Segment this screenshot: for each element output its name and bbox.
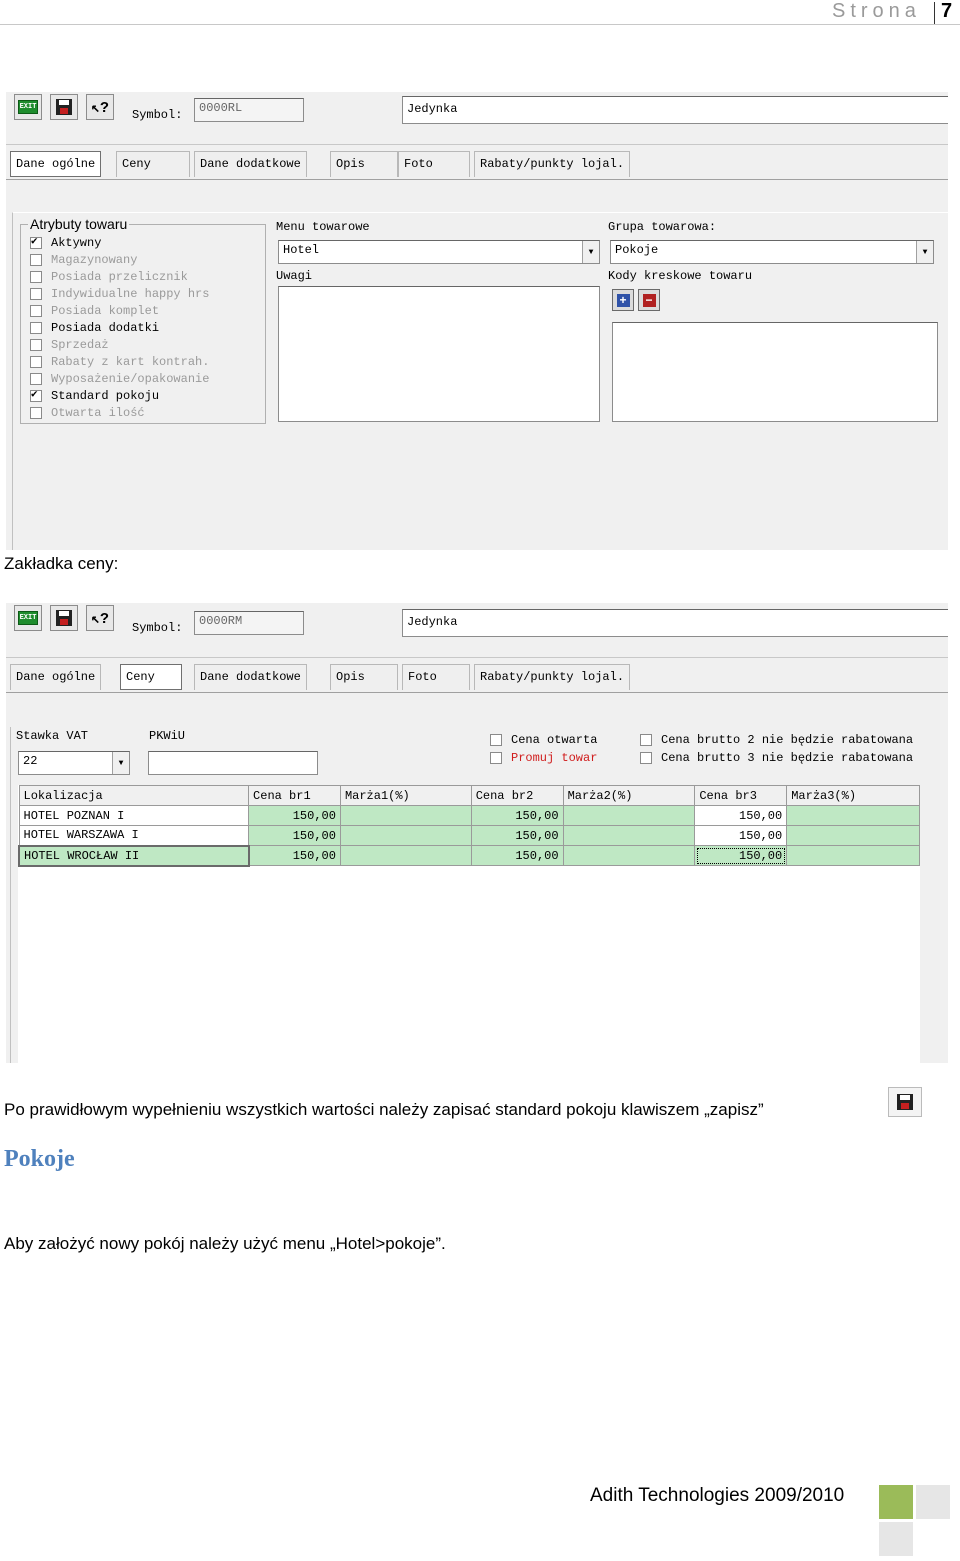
- checkbox[interactable]: [30, 356, 42, 368]
- chevron-down-icon[interactable]: ▼: [916, 241, 933, 263]
- kody-kreskowe-label: Kody kreskowe towaru: [608, 269, 753, 283]
- remove-barcode-button[interactable]: [638, 289, 660, 311]
- tab-bar: [6, 144, 948, 180]
- symbol-label: Symbol:: [132, 108, 183, 122]
- uwagi-label: Uwagi: [276, 269, 313, 283]
- screenshot-ceny: [6, 603, 948, 1063]
- col-header-marza1[interactable]: Marża1(%): [340, 786, 471, 806]
- grupa-towarowa-select[interactable]: Pokoje ▼: [610, 240, 934, 264]
- plus-icon: +: [617, 294, 630, 307]
- uwagi-textarea[interactable]: [278, 286, 600, 422]
- screenshot-dane-ogolne: [6, 92, 948, 550]
- cell-cena-br3[interactable]: 150,00: [695, 806, 787, 826]
- tab-dane-ogolne[interactable]: Dane ogólne: [10, 664, 101, 690]
- table-row-selected[interactable]: [19, 846, 920, 866]
- help-button[interactable]: [86, 94, 114, 120]
- cell-marza2[interactable]: [563, 806, 695, 826]
- save-disk-icon: [56, 610, 72, 626]
- tab-ceny[interactable]: Ceny: [116, 151, 190, 177]
- paragraph-save: Po prawidłowym wypełnieniu wszystkich wartości należy zapisać standard pokoju klawiszem „zapisz”: [4, 1100, 764, 1119]
- attr-posiada-przelicznik[interactable]: Posiada przelicznik: [30, 268, 188, 285]
- grid-header-row: [19, 786, 920, 806]
- col-header-cena-br2[interactable]: Cena br2: [471, 786, 563, 806]
- cell-marza2[interactable]: [563, 846, 695, 866]
- tab-ceny[interactable]: Ceny: [120, 664, 182, 690]
- tab-rabaty[interactable]: Rabaty/punkty lojal.: [474, 151, 630, 177]
- col-header-lokalizacja[interactable]: Lokalizacja: [19, 786, 249, 806]
- checkbox[interactable]: [30, 271, 42, 283]
- cell-lokalizacja[interactable]: HOTEL POZNAN I: [19, 806, 249, 826]
- caption-ceny: Zakładka ceny:: [4, 554, 119, 573]
- checkbox[interactable]: [490, 752, 502, 764]
- cell-cena-br1[interactable]: 150,00: [249, 806, 341, 826]
- checkbox[interactable]: [490, 734, 502, 746]
- page-number: 7: [941, 0, 953, 22]
- add-barcode-button[interactable]: [612, 289, 634, 311]
- price-grid: [18, 785, 920, 867]
- attr-posiada-komplet[interactable]: Posiada komplet: [30, 302, 159, 319]
- attr-posiada-dodatki[interactable]: Posiada dodatki: [30, 319, 159, 336]
- cell-marza1[interactable]: [340, 806, 471, 826]
- checkbox[interactable]: [30, 322, 42, 334]
- vat-label: Stawka VAT: [16, 729, 89, 743]
- symbol-label: Symbol:: [132, 621, 183, 635]
- chevron-down-icon[interactable]: ▼: [582, 241, 599, 263]
- footer-square-green: [879, 1485, 913, 1519]
- footer-square-gray-right: [916, 1485, 950, 1519]
- minus-icon: −: [643, 294, 656, 307]
- exit-icon: EXIT: [18, 100, 38, 114]
- exit-button[interactable]: [14, 605, 42, 631]
- cell-cena-br3[interactable]: 150,00: [695, 826, 787, 846]
- symbol-field[interactable]: 0000RM: [194, 611, 304, 635]
- save-button[interactable]: [50, 605, 78, 631]
- checkbox[interactable]: [640, 752, 652, 764]
- checkbox[interactable]: [30, 237, 42, 249]
- tab-foto[interactable]: Foto: [402, 664, 470, 690]
- tab-bar: [6, 657, 948, 693]
- attr-rabaty-kart[interactable]: Rabaty z kart kontrah.: [30, 353, 209, 370]
- exit-button[interactable]: [14, 94, 42, 120]
- pkwiu-field[interactable]: [148, 751, 318, 775]
- attributes-title: Atrybuty towaru: [30, 216, 128, 232]
- paragraph-new-room: Aby założyć nowy pokój należy użyć menu „Hotel>pokoje”.: [4, 1234, 446, 1253]
- cell-marza1[interactable]: [340, 846, 471, 866]
- opt-cena-brutto-3[interactable]: Cena brutto 3 nie będzie rabatowana: [640, 749, 913, 766]
- tab-rabaty[interactable]: Rabaty/punkty lojal.: [474, 664, 630, 690]
- help-icon: ↖?: [90, 610, 110, 628]
- cell-lokalizacja[interactable]: HOTEL WARSZAWA I: [19, 826, 249, 846]
- tab-dane-ogolne[interactable]: Dane ogólne: [10, 151, 101, 177]
- cell-marza3[interactable]: [787, 846, 920, 866]
- help-icon: ↖?: [90, 99, 110, 117]
- cell-cena-br3[interactable]: 150,00: [695, 846, 787, 866]
- header-rule: [0, 24, 960, 25]
- checkbox[interactable]: [30, 288, 42, 300]
- checkbox[interactable]: [30, 254, 42, 266]
- header-strona-label: Strona: [832, 0, 921, 22]
- cell-marza3[interactable]: [787, 826, 920, 846]
- menu-towarowe-label: Menu towarowe: [276, 220, 370, 234]
- save-disk-icon: [56, 99, 72, 115]
- attr-wyposazenie[interactable]: Wyposażenie/opakowanie: [30, 370, 209, 387]
- heading-pokoje: Pokoje: [4, 1146, 75, 1172]
- save-button-image: [888, 1087, 922, 1117]
- opt-cena-otwarta[interactable]: Cena otwarta: [490, 731, 597, 748]
- name-field[interactable]: Jedynka: [402, 96, 948, 124]
- cell-cena-br2[interactable]: 150,00: [471, 826, 563, 846]
- checkbox[interactable]: [30, 390, 42, 402]
- symbol-field[interactable]: 0000RL: [194, 98, 304, 122]
- exit-icon: EXIT: [18, 611, 38, 625]
- table-row[interactable]: [19, 826, 920, 846]
- barcode-list[interactable]: [612, 322, 938, 422]
- opt-promuj-towar[interactable]: Promuj towar: [490, 749, 597, 766]
- opt-cena-brutto-2[interactable]: Cena brutto 2 nie będzie rabatowana: [640, 731, 913, 748]
- cell-cena-br1[interactable]: 150,00: [249, 846, 341, 866]
- header-separator: [934, 2, 935, 24]
- name-field[interactable]: Jedynka: [402, 609, 948, 637]
- footer-text: Adith Technologies 2009/2010: [590, 1485, 845, 1506]
- cell-marza2[interactable]: [563, 826, 695, 846]
- col-header-marza2[interactable]: Marża2(%): [563, 786, 695, 806]
- col-header-cena-br1[interactable]: Cena br1: [249, 786, 341, 806]
- tab-dane-dodatkowe[interactable]: Dane dodatkowe: [194, 151, 307, 177]
- save-disk-icon: [897, 1094, 913, 1110]
- attr-magazynowany[interactable]: Magazynowany: [30, 251, 137, 268]
- cell-cena-br1[interactable]: 150,00: [249, 826, 341, 846]
- attr-aktywny[interactable]: ✔ Aktywny: [30, 234, 101, 251]
- attr-sprzedaz[interactable]: Sprzedaż: [30, 336, 109, 353]
- attr-happy-hrs[interactable]: Indywidualne happy hrs: [30, 285, 209, 302]
- attr-standard-pokoju[interactable]: ✔ Standard pokoju: [30, 387, 159, 404]
- cell-cena-br2[interactable]: 150,00: [471, 846, 563, 866]
- checkbox[interactable]: [30, 339, 42, 351]
- vat-select[interactable]: 22 ▼: [18, 751, 130, 775]
- grupa-towarowa-label: Grupa towarowa:: [608, 220, 717, 234]
- cell-marza3[interactable]: [787, 806, 920, 826]
- checkbox[interactable]: [30, 373, 42, 385]
- cell-lokalizacja[interactable]: HOTEL WROCŁAW II: [19, 846, 249, 866]
- attr-otwarta-ilosc[interactable]: Otwarta ilość: [30, 404, 145, 421]
- checkbox[interactable]: [640, 734, 652, 746]
- save-button[interactable]: [50, 94, 78, 120]
- help-button[interactable]: [86, 605, 114, 631]
- checkbox[interactable]: [30, 407, 42, 419]
- tab-foto[interactable]: Foto: [398, 151, 470, 177]
- footer-square-gray-bottom: [879, 1522, 913, 1556]
- tab-opis[interactable]: Opis: [330, 151, 398, 177]
- col-header-marza3[interactable]: Marża3(%): [787, 786, 920, 806]
- table-row[interactable]: [19, 806, 920, 826]
- tab-opis[interactable]: Opis: [330, 664, 398, 690]
- checkbox[interactable]: [30, 305, 42, 317]
- chevron-down-icon[interactable]: ▼: [112, 752, 129, 774]
- col-header-cena-br3[interactable]: Cena br3: [695, 786, 787, 806]
- cell-cena-br2[interactable]: 150,00: [471, 806, 563, 826]
- menu-towarowe-select[interactable]: Hotel ▼: [278, 240, 600, 264]
- pkwiu-label: PKWiU: [149, 729, 186, 743]
- cell-marza1[interactable]: [340, 826, 471, 846]
- tab-dane-dodatkowe[interactable]: Dane dodatkowe: [194, 664, 307, 690]
